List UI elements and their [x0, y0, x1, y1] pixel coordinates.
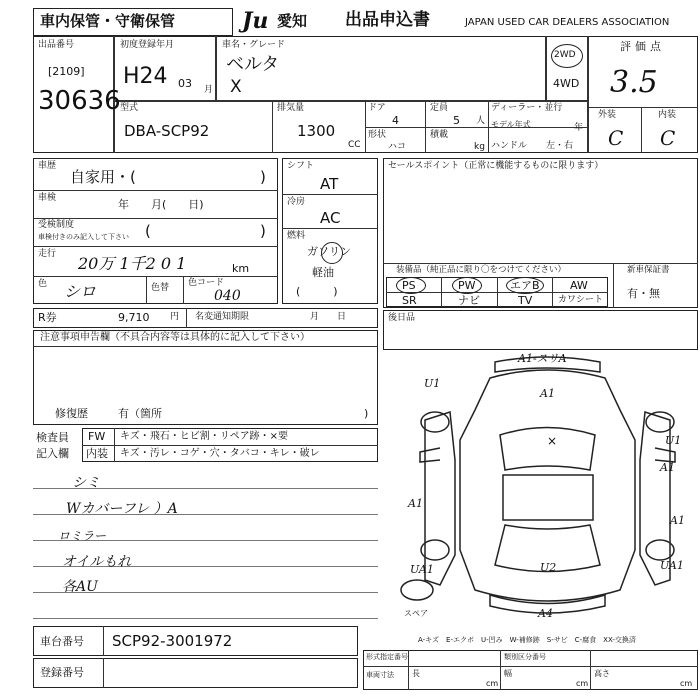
warranty-opts: 有・無 — [627, 287, 660, 300]
door-label: ドア — [368, 103, 386, 113]
displacement-label: 排気量 — [277, 103, 305, 113]
lot-code: [2109] — [48, 65, 85, 78]
drive-2wd: 2WD — [554, 50, 576, 60]
ac: AC — [320, 209, 341, 227]
model-year-label: モデル年式 — [491, 120, 531, 129]
int-label: 内装 — [658, 110, 677, 120]
ext-label: 外装 — [598, 110, 617, 120]
score-label: 評価点 — [620, 40, 665, 53]
shift: AT — [320, 175, 339, 193]
spare-label: スペア — [404, 609, 428, 618]
int-items: キズ・汚レ・コゲ・穴・タバコ・キレ・破レ — [120, 448, 320, 459]
entry-label: 記入欄 — [36, 447, 69, 460]
equip-leather: カワシート — [558, 295, 604, 305]
chassis: SCP92-3001972 — [112, 632, 233, 650]
note-line-3: ロミラー — [58, 529, 107, 543]
equip-pw-circle — [452, 277, 482, 294]
width-cm: cm — [576, 679, 589, 688]
size-label: 車両寸法 — [366, 671, 394, 679]
diagram-top-mark: A1-スリA — [518, 352, 567, 365]
name-change-value: 月 日 — [310, 312, 347, 322]
len-cm: cm — [486, 679, 499, 688]
color-label: 色 — [38, 279, 48, 289]
usage-close: ) — [260, 168, 266, 186]
storage-label: 車内保管・守衛保管 — [40, 12, 176, 30]
name-change-label: 名変通知期限 — [195, 312, 250, 322]
grade: X — [230, 77, 242, 97]
note-line-5: 各AU — [62, 579, 98, 595]
receipt-label: 受検制度 — [38, 220, 75, 230]
fw-label: FW — [88, 430, 106, 443]
int-grade: C — [660, 126, 676, 150]
diagram-mark-9: U2 — [540, 561, 557, 574]
mileage: 20万 1千2 0 1 — [78, 254, 187, 273]
height-cm: cm — [680, 679, 693, 688]
fuel-diesel: 軽油 — [312, 266, 334, 279]
equip-sr: SR — [402, 294, 417, 307]
reg-month: 03 — [178, 77, 192, 90]
sales-label: セールスポイント（正常に機能するものに限ります） — [388, 161, 604, 171]
dealer-label: ディーラー・並行 — [491, 103, 563, 113]
width-label: 幅 — [504, 669, 512, 678]
after-box — [383, 310, 698, 350]
car-name-label: 車名・グレード — [222, 40, 286, 50]
caution-label: 注意事項申告欄（不具合内容等は具体的に記入して下さい） — [40, 332, 310, 343]
fuel-paren: ( ) — [296, 285, 338, 298]
doors: 4 — [392, 114, 399, 127]
usage-label: 車歴 — [38, 161, 57, 171]
diagram-mark-5: A1 — [660, 461, 675, 474]
note-line-1: シミ — [72, 475, 100, 491]
form-title: 出品申込書 — [345, 10, 430, 30]
shape-label: 形状 — [368, 130, 387, 140]
diagram-mark-8: UA1 — [410, 563, 434, 576]
receipt-close: ) — [260, 222, 266, 240]
association-name: JAPAN USED CAR DEALERS ASSOCIATION — [465, 17, 670, 28]
reg-label: 初度登録年月 — [120, 40, 175, 50]
equip-label: 装備品（純正品に限り〇をつけてください） — [396, 265, 567, 275]
drive-4wd: 4WD — [553, 77, 580, 90]
inspection-label: 車検 — [38, 193, 57, 203]
note-line-2: Wカバーフレ ）A — [66, 501, 178, 517]
ext-grade: C — [608, 126, 624, 150]
kg-unit: kg — [474, 142, 485, 152]
fuel-gas: ガソリン — [307, 245, 351, 258]
inspection-value: 年 月( 日) — [118, 198, 204, 211]
person-unit: 人 — [476, 116, 486, 126]
diagram-mark-11: A4 — [538, 607, 553, 620]
type-label: 形式指定番号 — [366, 653, 408, 661]
handle-label: ハンドル — [491, 141, 528, 151]
warranty-label: 新車保証書 — [627, 265, 670, 275]
diagram-mark-1: U1 — [424, 377, 441, 390]
capacity-label: 定員 — [430, 103, 449, 113]
logo-text: 愛知 — [277, 12, 308, 30]
equip-pw: PW — [458, 279, 476, 292]
equip-aw: AW — [570, 279, 588, 292]
diagram-mark-6: A1 — [408, 497, 423, 510]
diagram-mark-2: A1 — [540, 387, 555, 400]
score: 3.5 — [610, 65, 658, 100]
month-unit: 月 — [204, 85, 214, 95]
recycle-amount: 9,710 — [118, 311, 150, 324]
lot-label: 出品番号 — [38, 40, 75, 50]
len-label: 長 — [412, 669, 420, 678]
diagram-mark-10: UA1 — [660, 559, 684, 572]
damage-legend: A-キズ E-エクボ U-凹み W-補修跡 S-サビ C-腐食 XX-交換済 — [418, 636, 636, 644]
car-name: ベルタ — [226, 54, 280, 75]
diagram-mark-7: A1 — [670, 514, 685, 527]
receipt-open: ( — [145, 222, 151, 240]
after-label: 後日品 — [388, 313, 416, 323]
model: DBA-SCP92 — [124, 122, 210, 140]
int-row-label: 内装 — [86, 447, 108, 460]
receipt-note: 車検付きのみ記入して下さい — [38, 233, 129, 241]
lot-number: 30636 — [38, 86, 121, 116]
equip-airbag: エアB — [510, 279, 540, 292]
ac-label: 冷房 — [287, 197, 306, 207]
diagram-mark-3: × — [547, 434, 558, 448]
equip-tv: TV — [518, 294, 533, 307]
equip-airbag-circle — [506, 277, 544, 294]
yen-unit: 円 — [170, 312, 180, 322]
logo: Ju — [242, 8, 269, 34]
repair-label: 修復歴 — [55, 407, 88, 420]
recycle-label: R券 — [38, 311, 57, 324]
equip-ps: PS — [402, 279, 416, 292]
load-label: 積載 — [430, 130, 449, 140]
fuel-label: 燃料 — [287, 231, 306, 241]
equip-navi: ナビ — [458, 294, 480, 307]
plate-label: 登録番号 — [40, 666, 84, 679]
repair-close: ) — [364, 407, 369, 420]
year-unit: 年 — [574, 123, 584, 133]
inspector-label: 検査員 — [36, 431, 69, 444]
model-label: 型式 — [120, 103, 139, 113]
height-label: 高さ — [594, 669, 610, 678]
fw-items: キズ・飛石・ヒビ割・リペア跡・×要 — [120, 431, 288, 442]
reg-era: H24 — [123, 64, 168, 89]
color-change-label: 色替 — [151, 283, 170, 293]
displacement: 1300 — [297, 122, 336, 140]
diagram-mark-4: U1 — [665, 434, 682, 447]
mileage-label: 走行 — [38, 249, 57, 259]
repair-value: 有（箇所 — [118, 407, 162, 420]
class-label: 類別区分番号 — [504, 653, 546, 661]
handle-opts: 左・右 — [546, 141, 574, 151]
km-unit: km — [232, 262, 250, 275]
shift-label: シフト — [287, 161, 315, 171]
chassis-label: 車台番号 — [40, 635, 84, 648]
cc-unit: CC — [348, 140, 361, 150]
color-code-label: 色コード — [188, 278, 225, 288]
capacity: 5 — [453, 114, 460, 127]
equip-ps-circle — [396, 277, 426, 294]
usage: 自家用・( — [70, 168, 136, 186]
note-line-4: オイルもれ — [62, 554, 132, 570]
color-code: 040 — [214, 288, 241, 304]
fuel-circle — [321, 242, 343, 264]
shape: ハコ — [388, 142, 407, 152]
color: シロ — [64, 282, 97, 301]
